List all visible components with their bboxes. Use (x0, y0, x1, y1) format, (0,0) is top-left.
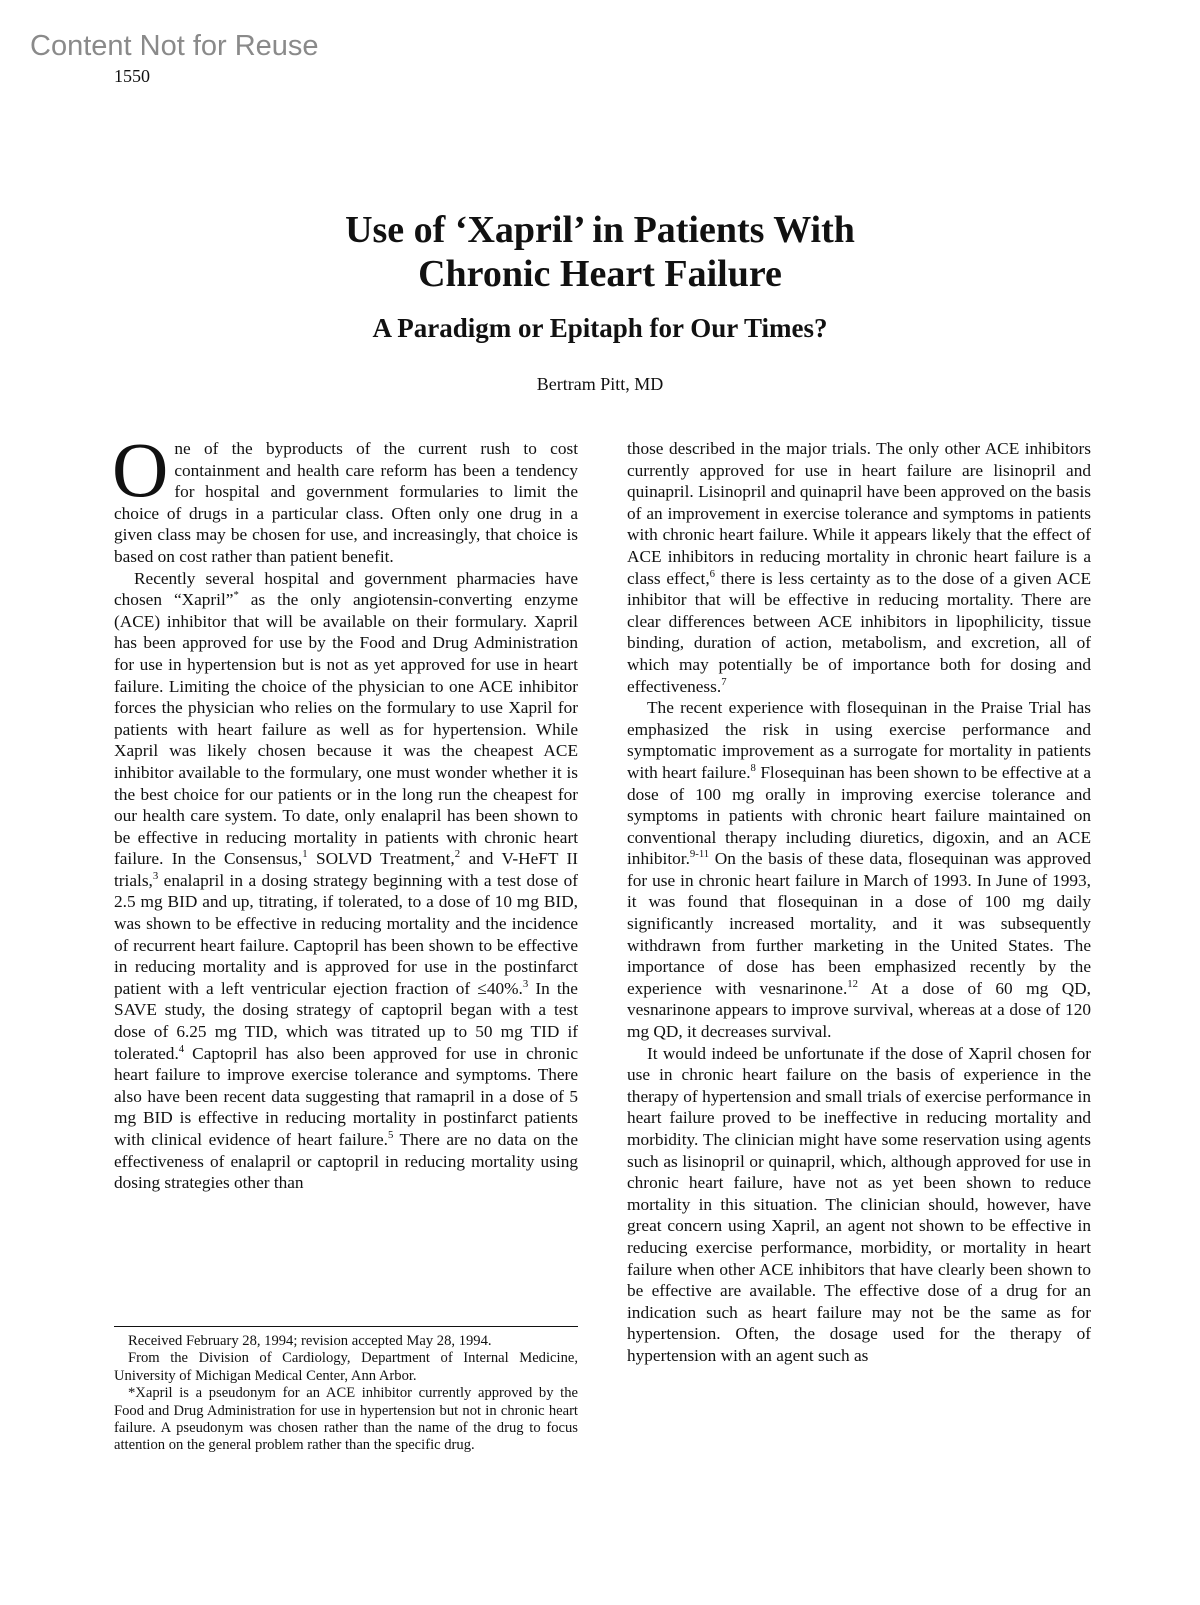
pseudonym-note: *Xapril is a pseudonym for an ACE inhibitor currently approved by the Food and Drug Administration for use in hypertension but not in chronic heart failure. A pseudonym was chosen rather than the name of the drug to focus attention on the general problem rather than the specific drug. (114, 1385, 578, 1454)
affiliation-note: From the Division of Cardiology, Department of Internal Medicine, University of Michigan Medical Center, Ann Arbor. (114, 1350, 578, 1384)
citation-marker: 12 (847, 978, 859, 991)
paragraph: The recent experience with flosequinan in the Praise Trial has emphasized the risk in using exercise performance and symptomatic improvement as a surrogate for mortality in patients with heart failure.$^8$ Flosequinan has been shown to be effective at a dose of 100 mg orally in improving exercise tolerance and symptoms in patients with chronic heart failure maintained on conventional therapy including diuretics, digoxin, and an ACE inhibitor.$^{9-11}$ On the basis of these data, flosequinan was approved for use in chronic heart failure in March of 1993. In June of 1993, it was found that flosequinan in a dose of 100 mg daily significantly increased mortality, and it was subsequently withdrawn from further marketing in the United States. The importance of dose has been emphasized recently by the experience with vesnarinone.$^{12}$ At a dose of 60 mg QD, vesnarinone appears to improve survival, whereas at a dose of 120 mg QD, it decreases survival. (627, 698, 1091, 1042)
citation-marker: 9-11 (689, 848, 710, 861)
title-line-1: Use of ‘Xapril’ in Patients With (345, 209, 855, 251)
left-column (112, 426, 578, 1194)
article-subtitle: A Paradigm or Epitaph for Our Times? (372, 313, 828, 343)
drop-cap: O (112, 426, 169, 513)
paragraph (112, 426, 578, 568)
citation-marker: 7 (721, 675, 727, 688)
watermark: Content Not for Reuse (30, 30, 319, 62)
right-column (627, 438, 1091, 1367)
title-line-2: Chronic Heart Failure (418, 253, 782, 295)
citation-marker: 4 (178, 1042, 185, 1055)
author-byline: Bertram Pitt, MD (536, 374, 664, 394)
footnotes (114, 1333, 578, 1455)
paragraph: Recently several hospital and government pharmacies have chosen “Xapril”* as the only angiotensin-converting enzyme (ACE) inhibitor that will be available on their formulary. Xapril has been approved for use by the Food and Drug Administration for use in hypertension but is not as yet approved for use in heart failure. Limiting the choice of the physician to one ACE inhibitor forces the physician who relies on the formulary to use Xapril for patients with heart failure as well as for hypertension. While Xapril was likely chosen because it was the cheapest ACE inhibitor available to the formulary, one must wonder whether it is the best choice for our patients or in the long run the cheapest for our health care system. To date, only enalapril has been shown to be effective in reducing mortality in patients with chronic heart failure. In the Consensus,$^1$ SOLVD Treatment,$^2$ and V-HeFT II trials,$^3$ enalapril in a dosing strategy beginning with a test dose of 2.5 mg BID and up, titrating, if tolerated, to a dose of 10 mg BID, was shown to be effective in reducing mortality and the incidence of recurrent heart failure. Captopril has been shown to be effective in reducing mortality and is approved for use in the postinfarct patient with a left ventricular ejection fraction of ≤40%.$^3$ In the SAVE study, the dosing strategy of captopril began with a test dose of 6.25 mg TID, which was titrated up to 50 mg TID if tolerated.$^4$ Captopril has also been approved for use in chronic heart failure to improve exercise tolerance and symptoms. There also have been recent data suggesting that ramapril in a dose of 5 mg BID is effective in reducing mortality in postinfarct patients with clinical evidence of heart failure.$^5$ There are no data on the effectiveness of enalapril or captopril in reducing mortality using dosing strategies other than (114, 568, 578, 1193)
citation-marker: 1 (302, 848, 308, 861)
paragraph: those described in the major trials. The only other ACE inhibitors currently approved for use in heart failure are lisinopril and quinapril. Lisinopril and quinapril have been approved on the basis of an improvement in exercise tolerance and symptoms in patients with chronic heart failure. While it appears likely that the effect of ACE inhibitors in reducing mortality in chronic heart failure is a class effect,$^6$ there is less certainty as to the dose of a given ACE inhibitor that will be effective in reducing mortality. There are clear differences between ACE inhibitors in lipophilicity, tissue binding, duration of action, metabolism, and excretion, all of which may potentially be of importance both for dosing and effectiveness.$^7$ (627, 439, 1091, 696)
paragraph: It would indeed be unfortunate if the dose of Xapril chosen for use in chronic heart failure on the basis of experience in the therapy of hypertension and small trials of exercise performance in heart failure proved to be ineffective in reducing mortality and morbidity. The clinician might have some reservation using agents such as lisinopril or quinapril, which, although approved for use in chronic heart failure, have not as yet been shown to reduce mortality in this situation. The clinician should, however, have great concern using Xapril, an agent not shown to be effective in reducing exercise performance, morbidity, or mortality in heart failure when other ACE inhibitors that have clearly been shown to be effective are available. The effective dose of a drug for an indication such as heart failure may not be the same as for hypertension. Often, the dosage used for the therapy of hypertension with an agent such as (627, 1043, 1091, 1365)
paragraph-text: ne of the byproducts of the current rush to cost containment and health care reform has been a tendency for hospital and government formularies to limit the choice of drugs in a particular class. Often only one drug in a given class may be chosen for use, and increasingly, that choice is based on cost rather than patient benefit. (114, 439, 578, 566)
citation-marker: 3 (522, 978, 529, 991)
article-title (0, 208, 1200, 296)
citation-marker: 3 (152, 870, 159, 883)
citation-marker: 5 (387, 1129, 394, 1142)
footnote-marker: * (233, 589, 239, 602)
citation-marker: 6 (709, 567, 716, 580)
citation-marker: 2 (454, 848, 461, 861)
received-note: Received February 28, 1994; revision accepted May 28, 1994. (128, 1333, 492, 1349)
citation-marker: 8 (750, 762, 756, 775)
page-number: 1550 (114, 66, 150, 86)
footnote-divider (114, 1326, 578, 1327)
